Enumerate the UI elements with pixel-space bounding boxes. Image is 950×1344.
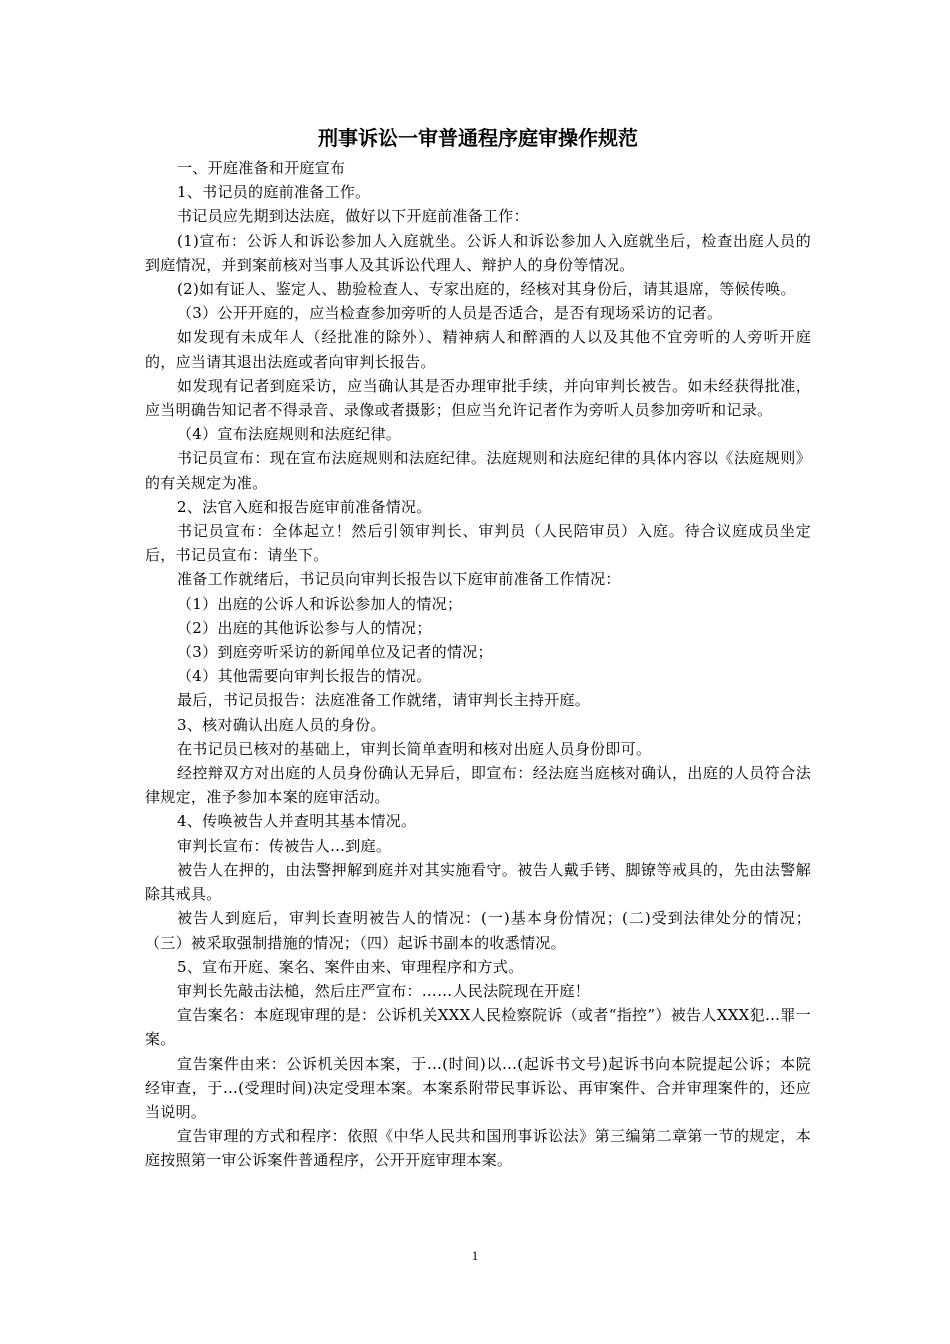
paragraph: 准备工作就绪后，书记员向审判长报告以下庭审前准备工作情况：: [177, 570, 621, 589]
paragraph: 被告人到庭后，审判长查明被告人的情况：(一)基本身份情况；(二)受到法律处分的情况；（三）被采取强制措施的情况；（四）起诉书副本的收悉情况。: [145, 909, 811, 952]
paragraph: 最后，书记员报告：法庭准备工作就绪，请审判长主持开庭。: [177, 691, 591, 710]
paragraph: 经控辩双方对出庭的人员身份确认无异后，即宣布：经法庭当庭核对确认，出庭的人员符合法律规定，准予参加本案的庭审活动。: [145, 764, 811, 807]
paragraph: 5、宣布开庭、案名、案件由来、审理程序和方式。: [177, 957, 524, 976]
paragraph: 书记员宣布：全体起立！然后引领审判长、审判员（人民陪审员）入庭。待合议庭成员坐定后，书记员宣布：请坐下。: [145, 522, 811, 565]
paragraph: (2)如有证人、鉴定人、勘验检查人、专家出庭的，经核对其身份后，请其退席，等候传唤。: [177, 280, 796, 299]
paragraph: 如发现有记者到庭采访，应当确认其是否办理审批手续，并向审判长被告。如未经获得批准，应当明确告知记者不得录音、录像或者摄影；但应当允许记者作为旁听人员参加旁听和记录。: [145, 376, 811, 420]
paragraph: 宣告案名：本庭现审理的是：公诉机关XXX人民检察院诉（或者“指控”）被告人XXX犯…罪一案。: [145, 1006, 811, 1049]
paragraph: 在书记员已核对的基础上，审判长简单查明和核对出庭人员身份即可。: [177, 739, 652, 758]
paragraph: （4）其他需要向审判长报告的情况。: [177, 667, 432, 686]
paragraph: （1）出庭的公诉人和诉讼参加人的情况；: [177, 594, 463, 613]
paragraph: 2、法官入庭和报告庭审前准备情况。: [177, 497, 432, 516]
paragraph: (1)宣布：公诉人和诉讼参加人入庭就坐。公诉人和诉讼参加人入庭就坐后，检查出庭人员的到庭情况，并到案前核对当事人及其诉讼代理人、辩护人的身份等情况。: [145, 231, 811, 274]
paragraph: 审判长宣布：传被告人…到庭。: [177, 836, 392, 855]
paragraph: 宣告审理的方式和程序：依照《中华人民共和国刑事诉讼法》第三编第二章第一节的规定，本庭按照第一审公诉案件普通程序，公开开庭审理本案。: [145, 1127, 811, 1170]
paragraph: （4）宣布法庭规则和法庭纪律。: [177, 425, 402, 444]
paragraph: 一、开庭准备和开庭宣布: [177, 159, 346, 177]
paragraph: （3）到庭旁听采访的新闻单位及记者的情况；: [177, 643, 493, 662]
paragraph: 3、核对确认出庭人员的身份。: [177, 715, 386, 734]
paragraph: 审判长先敲击法槌，然后庄严宣布：……人民法院现在开庭！: [177, 981, 591, 1000]
document-title: 刑事诉讼一审普通程序庭审操作规范: [318, 126, 638, 150]
paragraph: 宣告案件由来：公诉机关因本案，于…(时间)以…(起诉书文号)起诉书向本院提起公诉；本院经审查，于…(受理时间)决定受理本案。本案系附带民事诉讼、再审案件、合并审理案件的，还应当说明。: [145, 1054, 811, 1121]
paragraph: （3）公开开庭的，应当检查参加旁听的人员是否适合，是否有现场采访的记者。: [177, 304, 723, 323]
paragraph: 如发现有未成年人（经批准的除外）、精神病人和醉酒的人以及其他不宜旁听的人旁听开庭的，应当请其退出法庭或者向审判长报告。: [145, 328, 811, 371]
paragraph: 书记员宣布：现在宣布法庭规则和法庭纪律。法庭规则和法庭纪律的具体内容以《法庭规则》的有关规定为准。: [145, 449, 811, 492]
paragraph: 被告人在押的，由法警押解到庭并对其实施看守。被告人戴手铐、脚镣等戒具的，先由法警解除其戒具。: [145, 860, 811, 904]
paragraph: 1、书记员的庭前准备工作。: [177, 183, 371, 202]
page-number: 1: [471, 1248, 479, 1263]
paragraph: 4、传唤被告人并查明其基本情况。: [177, 812, 417, 831]
document-body: [145, 120, 811, 1173]
paragraph: （2）出庭的其他诉讼参与人的情况；: [177, 618, 432, 637]
paragraph: 书记员应先期到达法庭，做好以下开庭前准备工作：: [177, 207, 529, 226]
